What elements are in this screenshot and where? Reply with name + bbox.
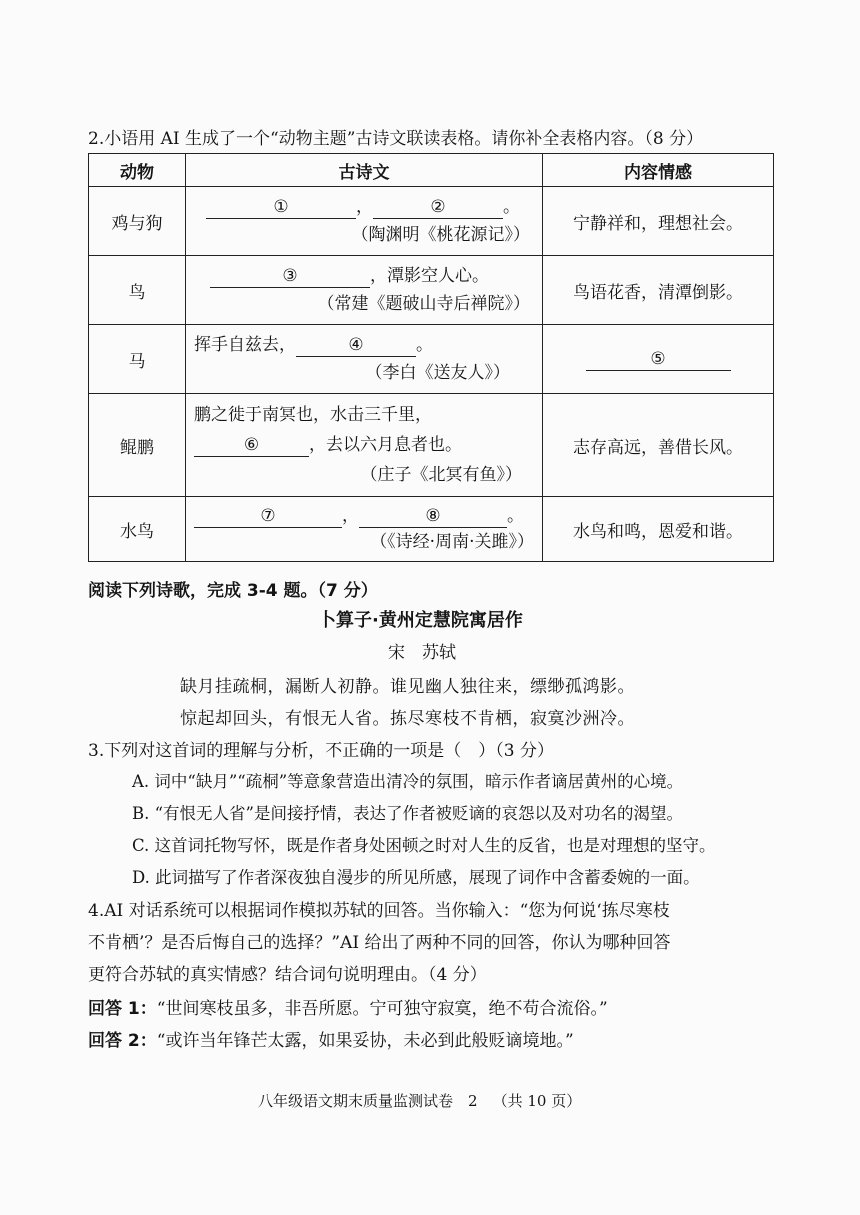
q2-prompt: 2.小语用 AI 生成了一个“动物主题”古诗文联读表格。请你补全表格内容。（8 分） bbox=[88, 129, 704, 149]
answer-blank-5[interactable]: ⑤ bbox=[586, 348, 731, 371]
q3-option-b[interactable]: B. “有恨无人省”是间接抒情，表达了作者被贬谪的哀怨以及对功名的渴望。 bbox=[132, 804, 683, 823]
table-row: 鲲鹏 鹏之徙于南冥也，水击三千里， ⑥ ，去以六月息者也。 （庄子《北冥有鱼》） 志存高远，善借长风。 bbox=[89, 394, 774, 497]
answer-blank-8[interactable]: ⑧ bbox=[359, 505, 507, 528]
footer-total-pages: （共 10 页） bbox=[492, 1092, 582, 1110]
footer-title: 八年级语文期末质量监测试卷 bbox=[258, 1092, 454, 1110]
poem-source: （陶渊明《桃花源记》） bbox=[351, 225, 530, 245]
animal-cell: 鸡与狗 bbox=[89, 187, 186, 256]
poem-line: 鹏之徙于南冥也，水击三千里， bbox=[194, 405, 432, 425]
poem-line-1: 缺月挂疏桐，漏断人初静。谁见幽人独往来，缥缈孤鸿影。 bbox=[180, 677, 635, 697]
poem-author: 宋 苏轼 bbox=[388, 643, 456, 663]
q3-option-d[interactable]: D. 此词描写了作者深夜独自漫步的所见所感，展现了词作中含蓄委婉的一面。 bbox=[132, 868, 700, 887]
feeling-cell: 鸟语花香，清潭倒影。 bbox=[543, 256, 774, 325]
header-poem: 古诗文 bbox=[186, 154, 543, 187]
reading-instruction: 阅读下列诗歌，完成 3-4 题。（7 分） bbox=[88, 581, 378, 601]
answer-blank-7[interactable]: ⑦ bbox=[194, 505, 342, 528]
footer-page-number: 2 bbox=[468, 1092, 478, 1110]
table-row: 鸡与狗 ① ， ② 。 （陶渊明《桃花源记》） 宁静祥和，理想社会。 bbox=[89, 187, 774, 256]
poem-source: （李白《送友人》） bbox=[365, 363, 510, 383]
answer-1-text: “世间寒枝虽多，非吾所愿。宁可独守寂寞，绝不苟合流俗。” bbox=[156, 999, 608, 1019]
poem-line-2: 惊起却回头，有恨无人省。拣尽寒枝不肯栖，寂寞沙洲冷。 bbox=[180, 709, 635, 729]
answer-1 bbox=[88, 994, 608, 1019]
answer-blank-2[interactable]: ② bbox=[373, 196, 503, 219]
animal-cell: 鲲鹏 bbox=[89, 394, 186, 497]
q3-option-a[interactable]: A. 词中“缺月”“疏桐”等意象营造出清冷的氛围，暗示作者谪居黄州的心境。 bbox=[132, 772, 684, 791]
q3-prompt: 3.下列对这首词的理解与分析，不正确的一项是（ ）（3 分） bbox=[88, 741, 554, 761]
table-row: 马 挥手自兹去， ④ 。 （李白《送友人》） ⑤ bbox=[89, 325, 774, 394]
answer-blank-1[interactable]: ① bbox=[206, 196, 356, 219]
q4-prompt-line-2: 不肯栖’？是否后悔自己的选择？”AI 给出了两种不同的回答，你认为哪种回答 bbox=[88, 933, 671, 953]
animal-cell: 水鸟 bbox=[89, 497, 186, 562]
table-row: 水鸟 ⑦ ， ⑧ 。 （《诗经·周南·关雎》） 水鸟和鸣，恩爱和谐。 bbox=[89, 497, 774, 562]
table-header-row bbox=[89, 154, 774, 187]
answer-blank-3[interactable]: ③ bbox=[210, 265, 370, 288]
q3-option-c[interactable]: C. 这首词托物写怀，既是作者身处困顿之时对人生的反省，也是对理想的坚守。 bbox=[132, 836, 716, 855]
answer-1-label: 回答 1： bbox=[88, 999, 157, 1019]
feeling-cell: 宁静祥和，理想社会。 bbox=[543, 187, 774, 256]
answer-blank-6[interactable]: ⑥ bbox=[194, 434, 309, 457]
poem-source: （常建《题破山寺后禅院》） bbox=[317, 294, 530, 314]
answer-2-label: 回答 2： bbox=[88, 1031, 157, 1051]
q4-prompt-line-3: 更符合苏轼的真实情感？结合词句说明理由。（4 分） bbox=[88, 965, 487, 985]
header-animal: 动物 bbox=[89, 154, 186, 187]
page-footer bbox=[258, 1090, 581, 1111]
table-row: 鸟 ③ ，潭影空人心。 （常建《题破山寺后禅院》） 鸟语花香，清潭倒影。 bbox=[89, 256, 774, 325]
animal-cell: 鸟 bbox=[89, 256, 186, 325]
feeling-cell: 志存高远，善借长风。 bbox=[543, 394, 774, 497]
answer-2 bbox=[88, 1026, 574, 1051]
answer-blank-4[interactable]: ④ bbox=[296, 334, 416, 357]
q4-prompt-line-1: 4.AI 对话系统可以根据词作模拟苏轼的回答。当你输入：“您为何说‘拣尽寒枝 bbox=[88, 901, 670, 921]
poem-source: （《诗经·周南·关雎》） bbox=[370, 532, 534, 552]
poem-source: （庄子《北冥有鱼》） bbox=[360, 465, 522, 485]
feeling-cell: 水鸟和鸣，恩爱和谐。 bbox=[543, 497, 774, 562]
header-feeling: 内容情感 bbox=[543, 154, 774, 187]
animal-cell: 马 bbox=[89, 325, 186, 394]
poem-title: 卜算子·黄州定慧院寓居作 bbox=[318, 610, 523, 631]
poem-table bbox=[88, 153, 774, 562]
answer-2-text: “或许当年锋芒太露，如果妥协，未必到此般贬谪境地。” bbox=[156, 1031, 574, 1051]
